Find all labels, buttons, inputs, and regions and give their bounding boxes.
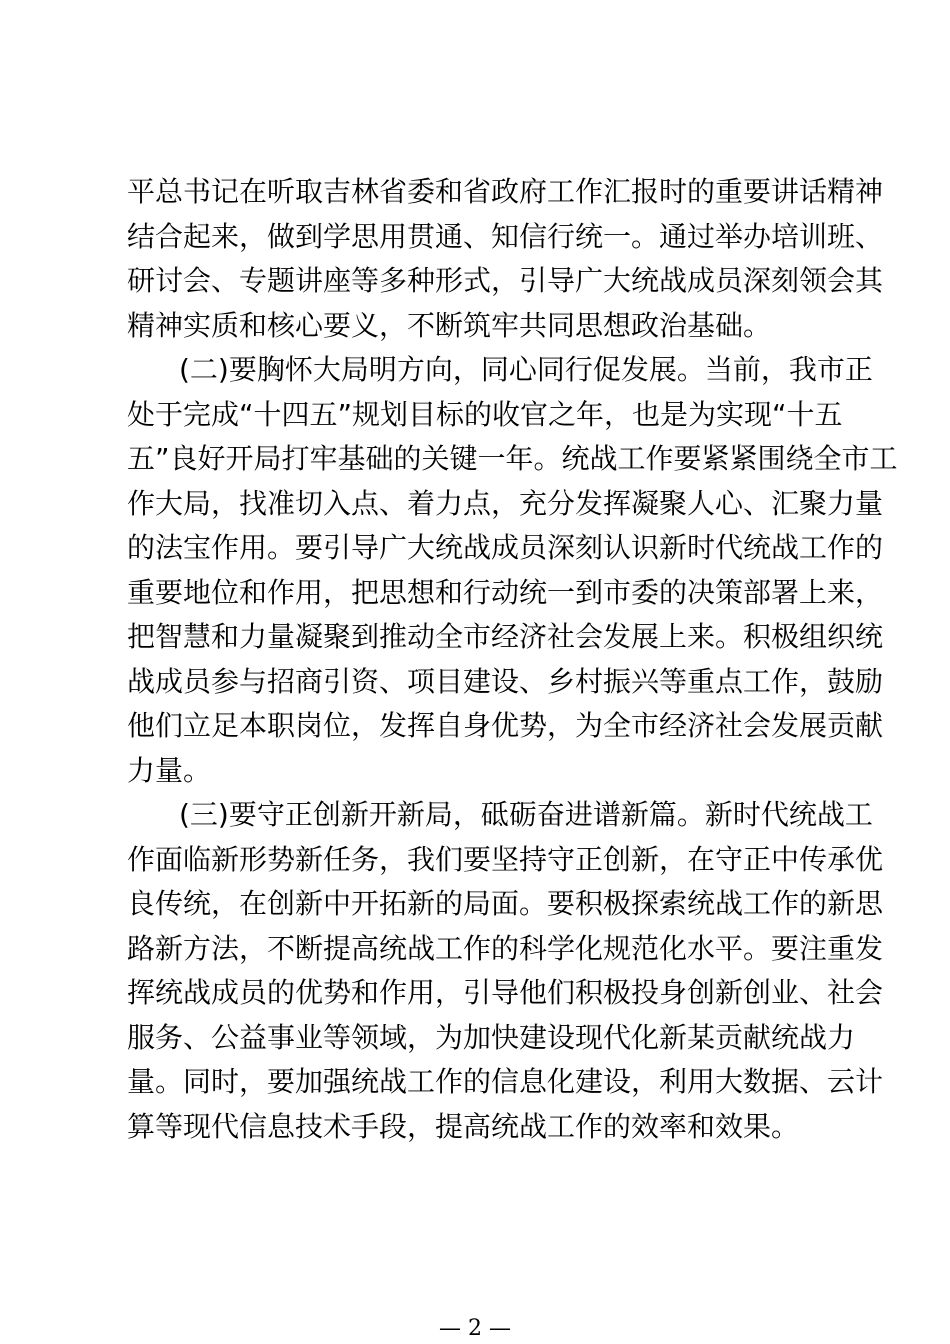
text-line: 力量。 (127, 753, 212, 787)
text-line: 服务、公益事业等领域，为加快建设现代化新某贡献统战力 (127, 1020, 856, 1054)
text-line: 的法宝作用。要引导广大统战成员深刻认识新时代统战工作的 (127, 531, 884, 564)
text-line: 挥统战成员的优势和作用，引导他们积极投身创新创业、社会 (127, 976, 884, 1009)
text-line: 五”良好开局打牢基础的关键一年。统战工作要紧紧围绕全市工 (127, 442, 898, 475)
section-heading-line: (三)要守正创新开新局，砥砺奋进谱新篇。新时代统战工 (179, 798, 873, 831)
page-number: — 2 — (439, 1316, 511, 1341)
text-line: 把智慧和力量凝聚到推动全市经济社会发展上来。积极组织统 (127, 620, 884, 653)
text-line: 量。同时，要加强统战工作的信息化建设，利用大数据、云计 (127, 1065, 884, 1098)
text-line: 重要地位和作用，把思想和行动统一到市委的决策部署上来， (127, 575, 884, 609)
text-line: 作面临新形势新任务，我们要坚持守正创新，在守正中传承优 (127, 842, 884, 876)
text-line: 精神实质和核心要义，不断筑牢共同思想政治基础。 (127, 308, 772, 342)
text-line: 处于完成“十四五”规划目标的收官之年，也是为实现“十五 (127, 397, 843, 431)
document-body (127, 170, 898, 1149)
text-line: 他们立足本职岗位，发挥自身优势，为全市经济社会发展贡献 (127, 709, 884, 742)
text-line: 结合起来，做到学思用贯通、知信行统一。通过举办培训班、 (127, 219, 884, 253)
text-line: 算等现代信息技术手段，提高统战工作的效率和效果。 (127, 1109, 800, 1143)
text-line: 良传统，在创新中开拓新的局面。要积极探索统战工作的新思 (127, 887, 884, 920)
text-line: 平总书记在听取吉林省委和省政府工作汇报时的重要讲话精神 (127, 175, 884, 208)
text-line: 研讨会、专题讲座等多种形式，引导广大统战成员深刻领会其 (127, 264, 884, 297)
section-heading-line: (二)要胸怀大局明方向，同心同行促发展。当前，我市正 (179, 353, 873, 386)
text-line: 作大局，找准切入点、着力点，充分发挥凝聚人心、汇聚力量 (127, 486, 884, 520)
text-line: 路新方法，不断提高统战工作的科学化规范化水平。要注重发 (127, 931, 884, 965)
text-line: 战成员参与招商引资、项目建设、乡村振兴等重点工作，鼓励 (127, 664, 884, 698)
